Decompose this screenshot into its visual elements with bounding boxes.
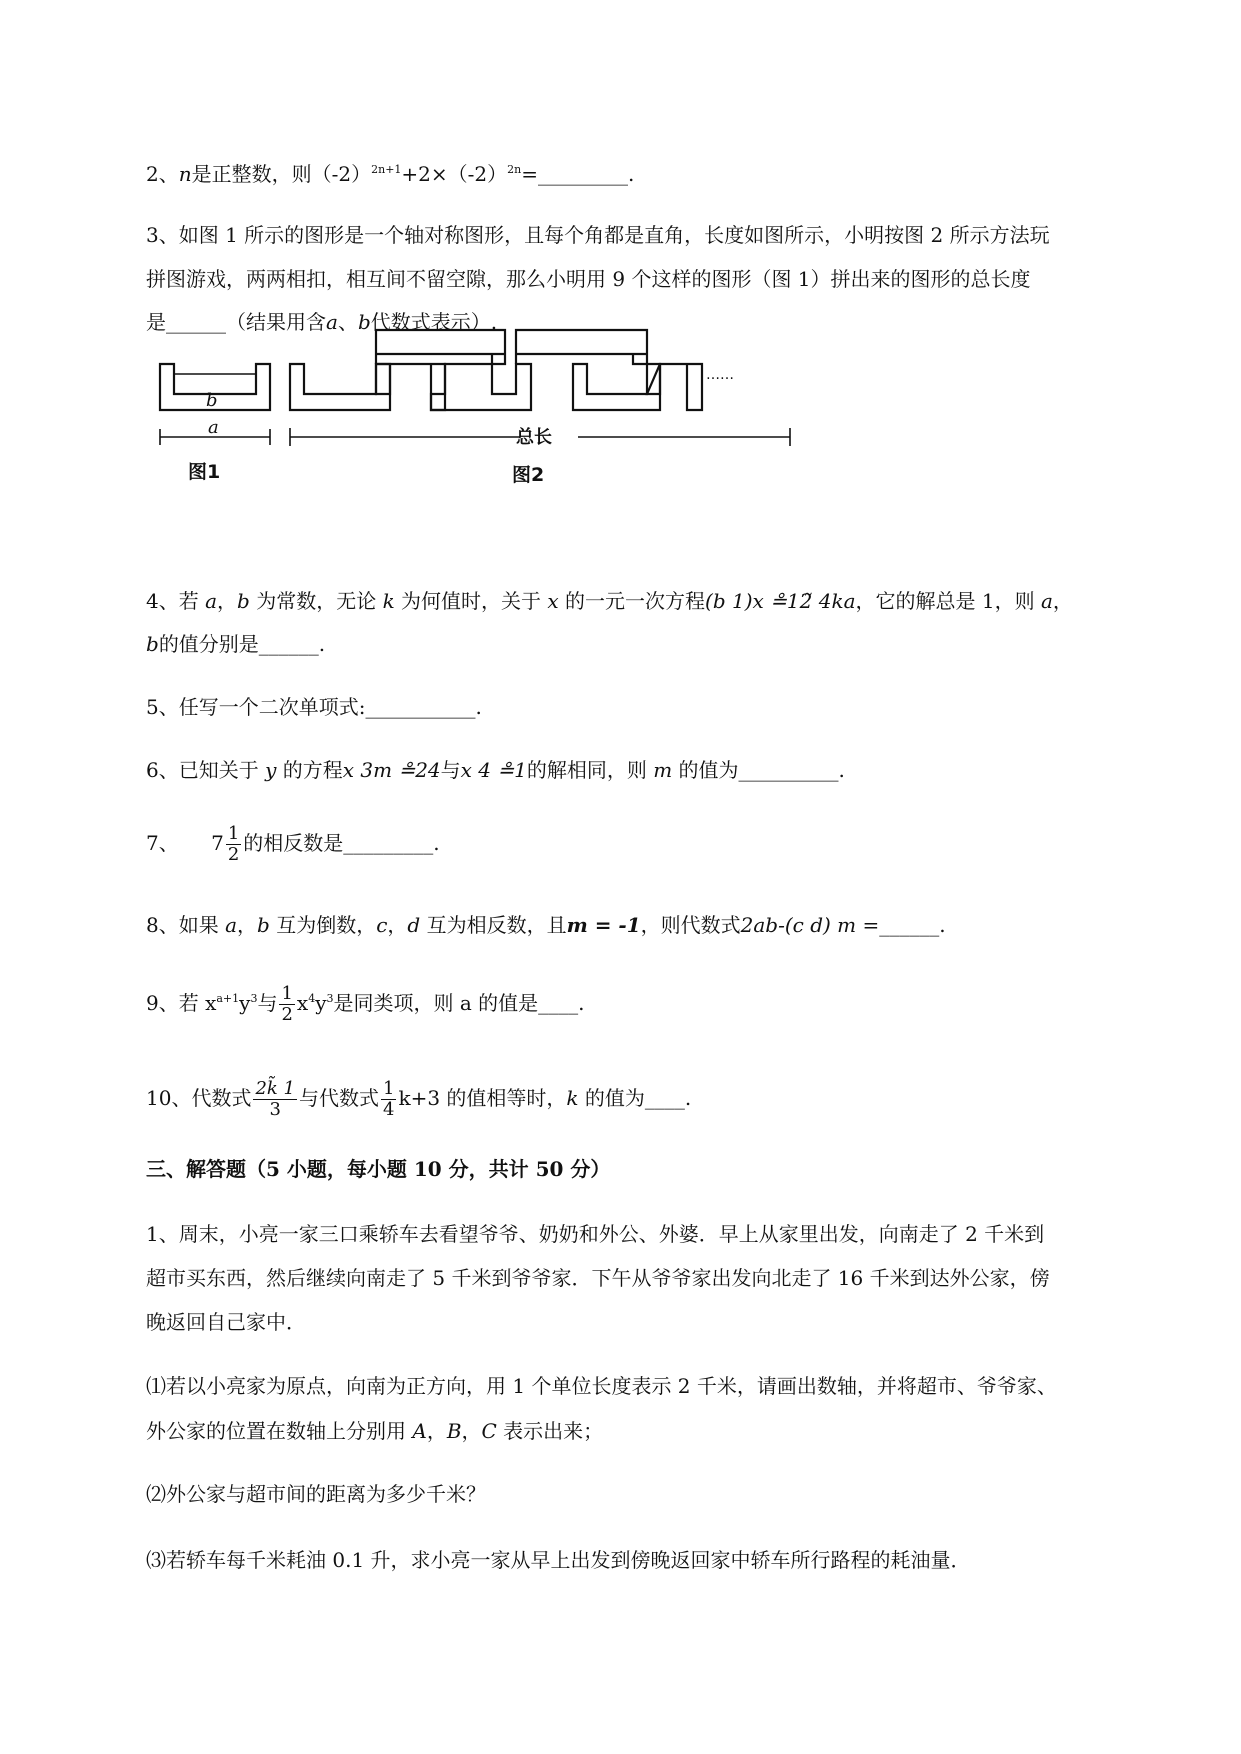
q8-d: ，则代数式 (640, 913, 741, 937)
q2-prefix: 2、 (146, 162, 179, 186)
q9-c: 与 (257, 991, 278, 1015)
q10-den2: 4 (383, 1099, 395, 1120)
q8-b: 互为倒数， (269, 913, 377, 937)
q6-eq1: x 3m ≗24 (342, 758, 441, 782)
q9-f: 是同类项，则 a 的值是____. (333, 991, 585, 1015)
q4-var-a: a (205, 589, 218, 613)
p1-s2: ， (461, 1419, 482, 1443)
q4-var-b: b (237, 589, 250, 613)
p1-point-a: A (412, 1419, 427, 1443)
fig2-piece-4 (573, 364, 660, 410)
fig1-caption: 图1 (188, 461, 221, 483)
q7-den: 2 (227, 844, 240, 865)
q7-fraction (226, 824, 241, 865)
problem-1-sub1-line-2 (146, 1418, 603, 1444)
puzzle-figure (150, 282, 870, 544)
question-2 (146, 157, 634, 187)
q2-sup2: 2n (507, 163, 522, 176)
problem-1-sub2: ⑵外公家与超市间的距离为多少千米？ (146, 1482, 486, 1506)
q2-var-n: n (178, 162, 192, 186)
q2-text-b: 是正整数，则（-2） (191, 162, 372, 186)
q7-text: 的相反数是_________. (243, 831, 440, 855)
q8-s1: ， (237, 913, 258, 937)
question-5: 5、任写一个二次单项式:___________. (146, 695, 482, 719)
q4-tail: ， (1052, 589, 1073, 613)
q3-line3-c: 代数式表示）. (370, 310, 498, 334)
q4-b: 为常数，无论 (249, 589, 383, 613)
q10-a: 10、代数式 (146, 1086, 252, 1110)
question-7 (146, 824, 440, 865)
fig2-caption: 图2 (512, 464, 545, 486)
q8-c: 互为相反数，且 (420, 913, 567, 937)
q9-sup3: 4 (308, 992, 316, 1005)
problem-1-line-2: 超市买东西，然后继续向南走了 5 千米到爷爷家．下午从爷爷家出发向北走了 16 千米到达外公家，傍 (146, 1266, 1050, 1290)
q6-var-m: m (653, 758, 673, 782)
question-4-line-1 (146, 588, 1073, 614)
q10-den1: 3 (269, 1099, 281, 1120)
q9-b: y (239, 991, 251, 1015)
p1-sub1-b: 表示出来； (496, 1419, 604, 1443)
q3-line3-b: 、 (337, 310, 358, 334)
question-9 (146, 984, 585, 1025)
q8-var-c: c (376, 913, 388, 937)
q9-num: 1 (281, 983, 293, 1004)
q3-var-b: b (357, 310, 371, 334)
q9-a: 9、若 x (146, 991, 217, 1015)
q4-a: 4、若 (146, 589, 206, 613)
q7-whole: 7 (211, 831, 224, 855)
q4-e: ，它的解总是 1，则 (855, 589, 1041, 613)
q4-var-x: x (547, 589, 559, 613)
ellipsis-dots: …… (706, 367, 734, 383)
q4-var-k: k (382, 589, 395, 613)
q6-d: 的解相同，则 (526, 758, 654, 782)
q4-line2: 的值分别是______. (158, 632, 326, 656)
q9-sup2: 3 (250, 992, 258, 1005)
q10-c: k+3 的值相等时， (398, 1086, 567, 1110)
p1-point-b: B (446, 1419, 462, 1443)
q3-var-a: a (326, 310, 338, 334)
q6-var-y: y (265, 758, 277, 782)
q8-var-d: d (407, 913, 421, 937)
question-3-line-2: 拼图游戏，两两相扣，相互间不留空隙，那么小明用 9 个这样的图形（图 1）拼出来的图形的总长度 (146, 267, 1031, 291)
q8-expression: 2ab-(c d) m = (740, 913, 880, 937)
q10-num2: 1 (383, 1078, 395, 1099)
question-8 (146, 912, 946, 938)
q10-fraction-2 (381, 1079, 396, 1120)
q8-condition: m = -1 (566, 913, 641, 937)
q4-var-a2: a (1040, 589, 1053, 613)
q7-prefix: 7、 (146, 831, 179, 855)
q2-text-d: =_________. (521, 162, 635, 186)
q9-d: x (296, 991, 309, 1015)
q9-sup4: 3 (326, 992, 334, 1005)
q4-equation: (b 1)x ≗12̃ 4ka (705, 589, 856, 613)
q6-a: 6、已知关于 (146, 758, 266, 782)
q10-var-k: k (566, 1086, 579, 1110)
fig2-piece-5 (647, 364, 702, 410)
q9-den: 2 (281, 1004, 293, 1025)
question-10 (146, 1079, 691, 1120)
q4-sep1: ， (217, 589, 238, 613)
q6-c: 与 (440, 758, 461, 782)
problem-1-sub3: ⑶若轿车每千米耗油 0.1 升，求小亮一家从早上出发到傍晚返回家中轿车所行路程的耗油量． (146, 1548, 971, 1572)
q8-e: ______. (879, 913, 946, 937)
q8-var-a: a (225, 913, 238, 937)
q10-num1: 2k̃ 1 (255, 1078, 295, 1099)
p1-s1: ， (426, 1419, 447, 1443)
q6-b: 的方程 (276, 758, 343, 782)
total-length-label: 总长 (516, 427, 552, 448)
section-3-title: 三、解答题（5 小题，每小题 10 分，共计 50 分） (146, 1157, 611, 1181)
q4-var-b2: b (146, 632, 159, 656)
q8-var-b: b (257, 913, 270, 937)
problem-1-line-3: 晚返回自己家中． (146, 1310, 306, 1334)
question-4-line-2 (146, 631, 325, 657)
q8-a: 8、如果 (146, 913, 226, 937)
problem-1-sub1-line-1: ⑴若以小亮家为原点，向南为正方向，用 1 个单位长度表示 2 千米，请画出数轴，并将超市、爷爷家、 (146, 1374, 1057, 1398)
q4-c: 为何值时，关于 (394, 589, 548, 613)
q8-s2: ， (387, 913, 408, 937)
q3-line3-a: 是______（结果用含 (146, 310, 326, 334)
q9-fraction (279, 984, 294, 1025)
p1-sub1-a: 外公家的位置在数轴上分别用 (146, 1419, 413, 1443)
fig2-piece-2 (376, 364, 445, 410)
q2-sup1: 2n+1 (371, 163, 402, 176)
q7-num: 1 (227, 823, 240, 844)
question-3-line-1: 3、如图 1 所示的图形是一个轴对称图形，且每个角都是直角，长度如图所示，小明按图 2 所示方法玩 (146, 223, 1050, 247)
q9-sup1: a+1 (216, 992, 240, 1005)
q6-eq2: x 4 ≗1 (460, 758, 527, 782)
q9-e: y (315, 991, 327, 1015)
fig2-piece-2-top (376, 330, 505, 364)
q2-text-c: +2×（-2） (401, 162, 508, 186)
q4-d: 的一元一次方程 (558, 589, 706, 613)
q10-fraction-1 (253, 1079, 297, 1120)
q10-d: 的值为____. (578, 1086, 692, 1110)
fig2-piece-4-top (516, 330, 647, 364)
q10-b: 与代数式 (299, 1086, 379, 1110)
label-a: a (208, 417, 219, 438)
problem-1-line-1: 1、周末，小亮一家三口乘轿车去看望爷爷、奶奶和外公、外婆．早上从家里出发，向南走了 2 千米到 (146, 1222, 1045, 1246)
q6-e: 的值为__________. (672, 758, 845, 782)
label-b: b (206, 390, 218, 411)
p1-point-c: C (481, 1419, 497, 1443)
question-6 (146, 757, 845, 783)
